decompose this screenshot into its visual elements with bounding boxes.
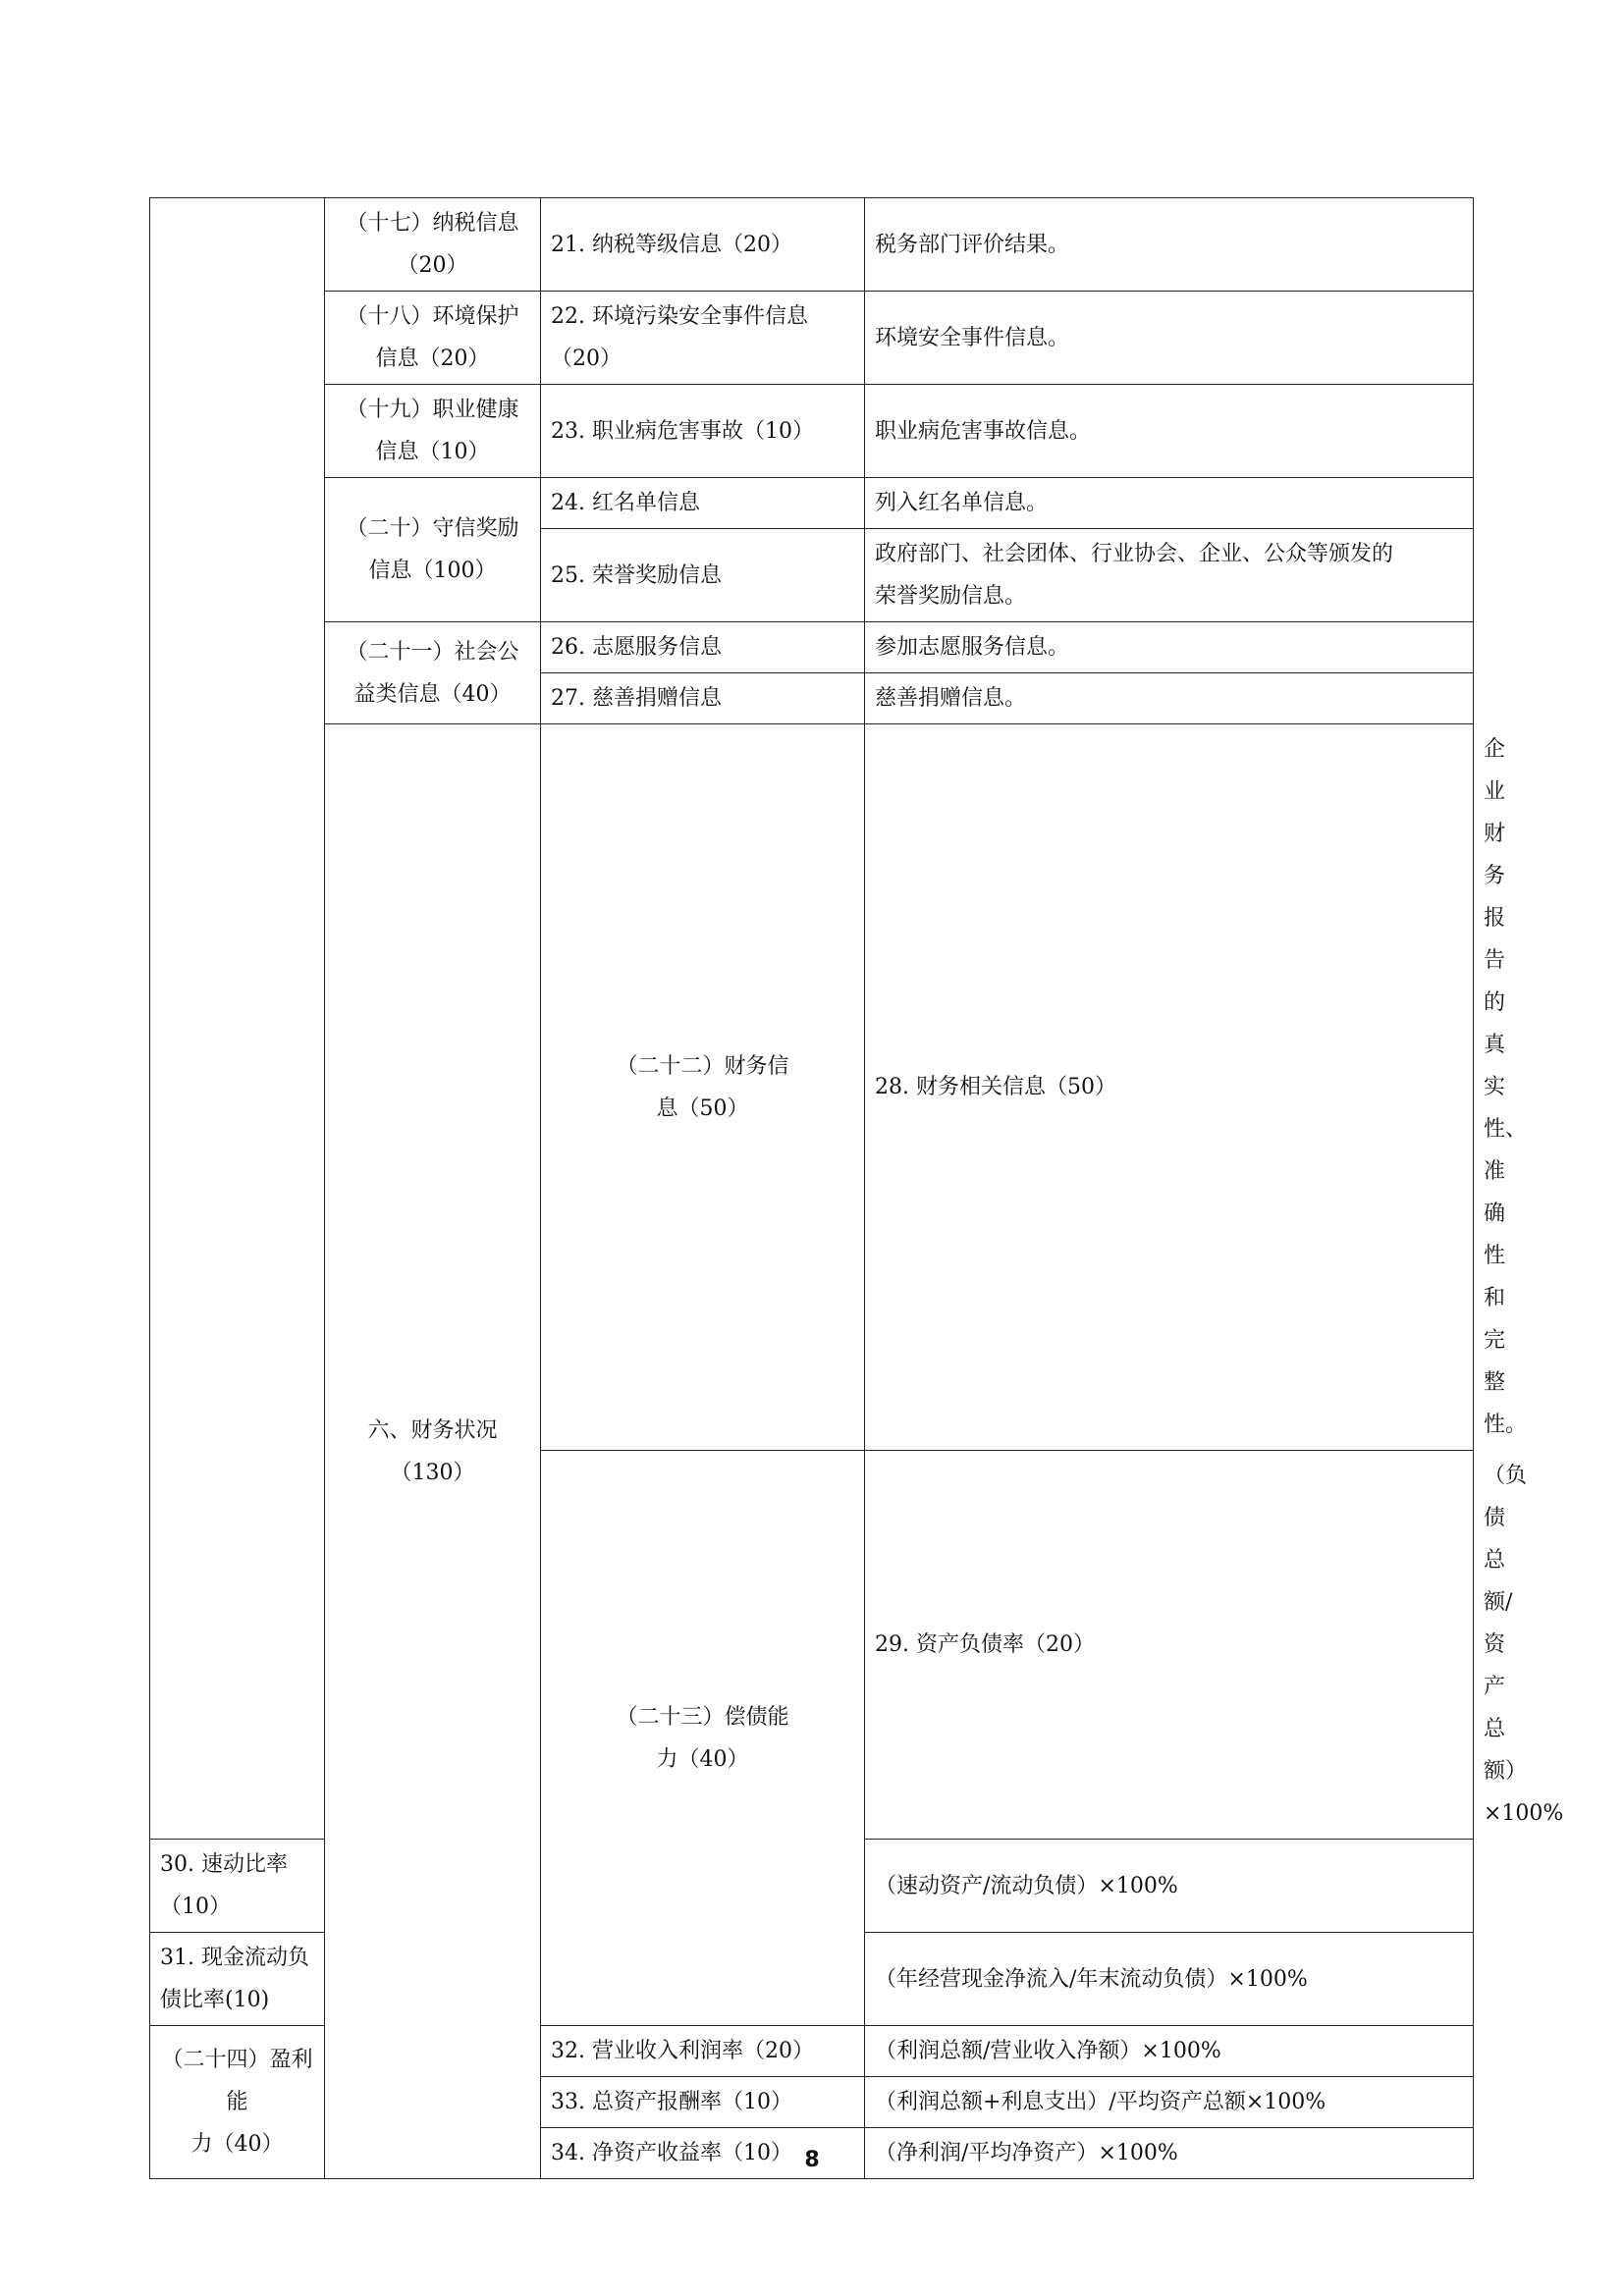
- desc-cell: 环境安全事件信息。: [865, 292, 1474, 385]
- evaluation-table: [149, 197, 1564, 2179]
- item-cell: 30. 速动比率（10）: [150, 1840, 325, 1933]
- table-row: [150, 292, 1474, 385]
- item-cell: 32. 营业收入利润率（20）: [541, 2026, 865, 2077]
- subcategory-cell: （二十四）盈利能 力（40）: [150, 2026, 325, 2179]
- subcategory-cell: （十七）纳税信息 （20）: [325, 198, 541, 292]
- desc-cell: 税务部门评价结果。: [865, 198, 1474, 292]
- desc-cell: 政府部门、社会团体、行业协会、企业、公众等颁发的 荣誉奖励信息。: [865, 529, 1474, 622]
- item-cell: 25. 荣誉奖励信息: [541, 529, 865, 622]
- item-cell: 34. 净资产收益率（10）: [541, 2128, 865, 2179]
- item-cell: 24. 红名单信息: [541, 478, 865, 529]
- table-row: [150, 198, 1474, 292]
- item-cell: 28. 财务相关信息（50）: [865, 724, 1474, 1451]
- table-row: [150, 385, 1474, 478]
- subcategory-cell: （二十三）偿债能 力（40）: [541, 1451, 865, 2026]
- page-number: 8: [804, 2148, 820, 2172]
- item-cell: 23. 职业病危害事故（10）: [541, 385, 865, 478]
- desc-cell: （利润总额+利息支出）/平均资产总额×100%: [865, 2077, 1474, 2128]
- table-row: [150, 478, 1474, 529]
- item-cell: 31. 现金流动负债比率(10): [150, 1933, 325, 2026]
- item-cell: 27. 慈善捐赠信息: [541, 673, 865, 724]
- subcategory-cell: （二十）守信奖励 信息（100）: [325, 478, 541, 622]
- desc-cell: （速动资产/流动负债）×100%: [865, 1840, 1474, 1933]
- desc-cell: 慈善捐赠信息。: [865, 673, 1474, 724]
- table-row: 六、财务状况 （130） （二十二）财务信 息（50） 28. 财务相关信息（50） 企业财务报告的真实性、准确性和完整性。: [150, 724, 1474, 1451]
- subcategory-cell: （二十二）财务信 息（50）: [541, 724, 865, 1451]
- desc-cell: （净利润/平均净资产）×100%: [865, 2128, 1474, 2179]
- subcategory-cell: （十八）环境保护 信息（20）: [325, 292, 541, 385]
- desc-cell: 参加志愿服务信息。: [865, 622, 1474, 673]
- item-cell: 22. 环境污染安全事件信息 （20）: [541, 292, 865, 385]
- desc-cell: （年经营现金净流入/年末流动负债）×100%: [865, 1933, 1474, 2026]
- desc-cell: （利润总额/营业收入净额）×100%: [865, 2026, 1474, 2077]
- desc-cell: 列入红名单信息。: [865, 478, 1474, 529]
- item-cell: 29. 资产负债率（20）: [865, 1451, 1474, 1840]
- item-cell: 26. 志愿服务信息: [541, 622, 865, 673]
- table-row: （二十三）偿债能 力（40） 29. 资产负债率（20） （负债总额/资产总额）×100%: [150, 1451, 1474, 1840]
- category-cell: 六、财务状况 （130）: [325, 724, 541, 2179]
- item-cell: 21. 纳税等级信息（20）: [541, 198, 865, 292]
- category-cell-empty: [150, 198, 325, 1840]
- desc-cell: 职业病危害事故信息。: [865, 385, 1474, 478]
- subcategory-cell: （二十一）社会公 益类信息（40）: [325, 622, 541, 724]
- table-row: [150, 622, 1474, 673]
- item-cell: 33. 总资产报酬率（10）: [541, 2077, 865, 2128]
- subcategory-cell: （十九）职业健康 信息（10）: [325, 385, 541, 478]
